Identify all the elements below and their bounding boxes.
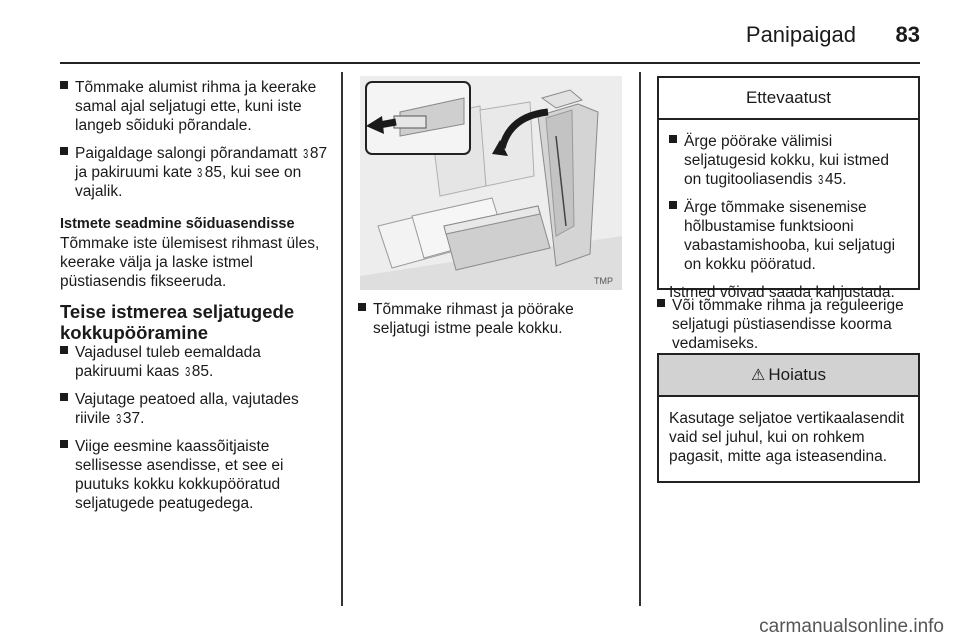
page-ref-number[interactable]: 37 [122, 410, 141, 427]
column-divider-right [639, 72, 641, 606]
bullet-item [669, 198, 908, 274]
column-2-text [358, 300, 626, 347]
warning-header [659, 355, 918, 397]
bullet-text: . [842, 171, 847, 188]
bullet-square-icon [358, 303, 366, 311]
seat-illustration-svg [360, 76, 622, 290]
bullet-square-icon [60, 147, 68, 155]
seat-folding-illustration [360, 76, 622, 290]
bullet-text: Vajutage peatoed alla, vajutades riivile [75, 391, 299, 427]
bullet-square-icon [669, 135, 677, 143]
bullet-square-icon [657, 299, 665, 307]
bullet-square-icon [60, 393, 68, 401]
bullet-square-icon [60, 81, 68, 89]
section-title: Teise istmerea seljatugede kokkupööramine [60, 301, 295, 343]
page-ref-number[interactable]: 85 [204, 164, 222, 181]
figure-code: TMP [594, 276, 613, 286]
warning-box [657, 353, 920, 483]
bullet-text: Tõmmake rihmast ja pöörake seljatugi istme peale kokku. [373, 301, 574, 337]
column-1 [60, 78, 328, 522]
bullet-item [669, 132, 908, 189]
bullet-text: . [140, 410, 145, 427]
bullet-square-icon [60, 440, 68, 448]
page-number: 83 [895, 22, 920, 47]
caution-box [657, 76, 920, 301]
column-divider-left [341, 72, 343, 606]
bullet-text: , kui see on vajalik. [75, 164, 302, 200]
bullet-text: Viige eesmine kaassõitjaiste sellisesse asendisse, et see ei puutuks kokku kokkupööratud seljatugede peatugedega. [75, 438, 284, 512]
subheading: Istmete seadmine sõiduasendisse [60, 216, 295, 232]
warning-triangle-icon: ⚠ [751, 367, 766, 384]
caution-note: Istmed võivad saada kahjustada. [669, 284, 895, 301]
bullet-item [657, 296, 919, 353]
bullet-text: Ärge tõmmake sisenemise hõlbustamise funktsiooni vabastamishooba, kui seljatugi on kokku pööratud. [684, 199, 896, 273]
caution-title: Ettevaatust [659, 78, 918, 120]
watermark: carmanualsonline.info [759, 616, 944, 637]
page-title: Panipaigad [745, 22, 856, 47]
bullet-text: Vajadusel tuleb eemaldada pakiruumi kaas [75, 344, 261, 380]
bullet-text: Paigaldage salongi põrandamatt [75, 145, 298, 162]
page-header [60, 18, 920, 64]
bullet-text: ja pakiruumi kate [75, 164, 193, 181]
page-ref-icon: 3 [197, 165, 203, 180]
page-ref-icon: 3 [302, 146, 308, 161]
page-ref-icon: 3 [817, 172, 823, 187]
bullet-item [358, 300, 626, 338]
bullet-item [60, 437, 328, 513]
caution-body [659, 120, 918, 312]
paragraph: Tõmmake iste ülemisest rihmast üles, keerake välja ja laske istmel püstiasendis fikseeruda. [60, 235, 320, 290]
warning-title: Hoiatus [768, 365, 826, 384]
bullet-item [60, 390, 328, 428]
page-ref-icon: 3 [115, 411, 121, 426]
bullet-text: Tõmmake alumist rihma ja keerake samal ajal seljatugi ette, kuni iste langeb sõiduki põrandale. [75, 79, 317, 134]
bullet-item [60, 144, 328, 201]
bullet-text: Ärge pöörake välimisi seljatugesid kokku, kui istmed on tugitooliasendis [684, 133, 890, 188]
page-ref-icon: 3 [184, 364, 190, 379]
bullet-square-icon [669, 201, 677, 209]
page-ref-number[interactable]: 45 [824, 171, 843, 188]
bullet-text: Või tõmmake rihma ja reguleerige seljatugi püstiasendisse koorma vedamiseks. [672, 297, 904, 352]
bullet-item [60, 78, 328, 135]
bullet-square-icon [60, 346, 68, 354]
page-ref-number[interactable]: 85 [191, 363, 210, 380]
page-ref-number[interactable]: 87 [309, 145, 328, 162]
bullet-text: . [209, 363, 214, 380]
warning-text: Kasutage seljatoe vertikaalasendit vaid sel juhul, kui on rohkem pagasit, mitte aga isteasendina. [669, 410, 905, 465]
bullet-item [60, 343, 328, 381]
